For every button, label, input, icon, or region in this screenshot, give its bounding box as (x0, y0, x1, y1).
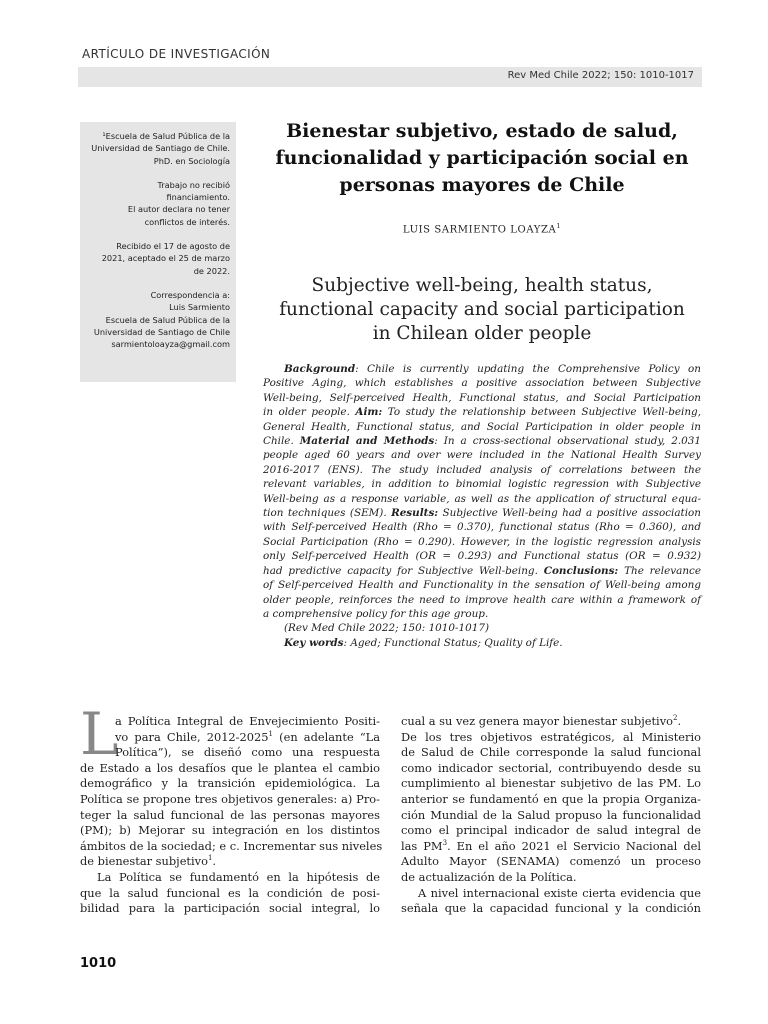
body-column-right (401, 714, 701, 917)
body-line: señala que la capacidad funcional y la condición (401, 901, 701, 916)
body-line: como indicador sectorial, contribuyendo desde su (401, 760, 701, 775)
body-line: a Política Integral de Envejecimiento Positi- (115, 714, 380, 728)
abstract-text: Chile. (263, 435, 300, 448)
abstract-text: in older people. (263, 406, 356, 419)
correspondence-line: Correspondencia a: (150, 289, 230, 300)
body-text: . (677, 714, 682, 728)
body-column-left (80, 714, 383, 917)
correspondence-line: Luis Sarmiento (169, 302, 230, 313)
dates-line: de 2022. (193, 265, 230, 276)
funding-line: financiamiento. (166, 192, 230, 203)
abstract-line (263, 362, 701, 376)
abstract (263, 362, 701, 650)
title-line: Bienestar subjetivo, estado de salud, (286, 120, 678, 142)
funding-line: El autor declara no tener (127, 204, 230, 215)
body-text: . (212, 854, 217, 869)
affiliation-line: PhD. en Sociología (153, 155, 230, 166)
body-text: de bienestar subjetivo (80, 854, 208, 869)
body-line: de Estado a los desafíos que le plantea el cambio (80, 760, 380, 775)
drop-cap: L (80, 700, 119, 768)
funding-note (86, 179, 230, 228)
abstract-line (263, 434, 701, 448)
abstract-line: Social Participation (Rho = 0.290). However, in the logistic regression analysis (263, 535, 701, 548)
title-english (262, 274, 702, 346)
correspondence-line: Universidad de Santiago de Chile (93, 326, 230, 337)
abstract-line: Well-being, Self-perceived Health, Functional status, and Social Participation (263, 391, 701, 404)
abstract-line: older people, reinforces the need to improve health care within a framework of (263, 593, 701, 606)
title-line: funcionalidad y participación social en (275, 147, 689, 169)
author (262, 222, 702, 235)
body-line: ámbitos de la sociedad; e c. Incrementar sus niveles (80, 838, 383, 853)
reference-mark: 3 (442, 838, 448, 847)
body-line: que la salud funcional es la condición de posi- (80, 885, 380, 900)
title-line: functional capacity and social participation (279, 299, 685, 320)
dates-line: 2021, aceptado el 25 de marzo (101, 253, 230, 264)
correspondence (86, 289, 230, 350)
body-line (401, 714, 701, 730)
body-line: Política se propone tres objetivos generales: a) Pro- (80, 791, 380, 806)
body-text: . En el año 2021 el Servicio Nacional del (447, 838, 701, 853)
body-text: vo para Chile, 2012-2025 (115, 729, 269, 744)
abstract-line: with Self-perceived Health (Rho = 0.370), functional status (Rho = 0.360), and (263, 521, 701, 534)
abstract-line: General Health, Functional status, and Social Participation in older people in (263, 420, 701, 433)
abstract-text: had predictive capacity for Subjective Well-being. (263, 564, 544, 577)
funding-line: Trabajo no recibió (157, 179, 230, 190)
reference-mark: 1 (207, 854, 213, 863)
body-line: como el principal indicador de salud integral de (401, 823, 701, 838)
dates-line: Recibido el 17 de agosto de (116, 241, 230, 252)
keywords (263, 636, 701, 650)
abstract-text: The relevance (618, 564, 701, 577)
abstract-label: Conclusions: (543, 564, 619, 577)
page-number: 1010 (80, 956, 117, 971)
body-line (80, 730, 380, 746)
body-line (80, 854, 380, 870)
affiliation-line: ¹Escuela de Salud Pública de la (102, 131, 230, 141)
abstract-text: : In a cross-sectional observational study, 2.031 (434, 435, 701, 448)
correspondence-line: Escuela de Salud Pública de la (105, 314, 230, 325)
body-line: teger la salud funcional de las personas mayores (80, 807, 380, 822)
author-name: LUIS SARMIENTO LOAYZA (402, 224, 557, 236)
abstract-label: Aim: (355, 406, 383, 419)
funding-line: conflictos de interés. (144, 216, 230, 227)
abstract-text: : Chile is currently updating the Comprehensive Policy on (355, 363, 701, 375)
body-line: A nivel internacional existe cierta evidencia que (418, 885, 701, 900)
abstract-citation: (Rev Med Chile 2022; 150: 1010-1017) (284, 622, 490, 635)
body-line (401, 839, 701, 855)
abstract-line: Positive Aging, which establishes a positive association between Subjective (263, 377, 701, 390)
abstract-line: only Self-perceived Health (OR = 0.293) and Functional status (OR = 0.932) (263, 550, 701, 563)
body-line: De los tres objetivos estratégicos, al Ministerio (401, 729, 701, 744)
body-line: bilidad para la participación social integral, lo (80, 901, 380, 916)
abstract-line: a comprehensive policy for this age group. (263, 607, 489, 620)
body-line: Política”), se diseñó como una respuesta (115, 745, 380, 760)
abstract-line (263, 506, 701, 520)
abstract-line (263, 405, 701, 419)
abstract-label: Background (284, 363, 356, 375)
abstract-line: Well-being as a response variable, as well as the application of structural equa- (263, 492, 701, 505)
journal-citation: Rev Med Chile 2022; 150: 1010-1017 (507, 70, 694, 81)
body-line: (PM); b) Mejorar su integración en los distintos (80, 823, 380, 838)
body-text: cual a su vez genera mayor bienestar subjetivo (401, 714, 673, 728)
sidebar (80, 122, 236, 382)
keywords-label: Key words (284, 636, 344, 649)
keywords-text: : Aged; Functional Status; Quality of Life. (343, 636, 563, 649)
abstract-label: Results: (391, 507, 439, 520)
abstract-line: 2016-2017 (ENS). The study included analysis of correlations between the (263, 463, 701, 476)
title-line: Subjective well-being, health status, (311, 275, 653, 296)
section-label: ARTÍCULO DE INVESTIGACIÓN (82, 47, 271, 61)
abstract-line: relevant variables, in addition to binomial logistic regression with Subjective (263, 478, 701, 491)
body-line: La Política se fundamentó en la hipótesis de (97, 869, 380, 884)
reference-mark: 2 (673, 714, 678, 723)
abstract-line (263, 564, 701, 578)
body-text: (en adelante “La (273, 729, 380, 744)
body-line: ción Mundial de la Salud propuso la funcionalidad (401, 807, 701, 822)
dates-note (86, 240, 230, 277)
body-text: las PM (401, 838, 443, 853)
abstract-line: people aged 60 years and over were included in the National Health Survey (263, 449, 701, 462)
body-line: cumplimiento al bienestar subjetivo de las PM. Lo (401, 776, 701, 791)
affiliation-line: Universidad de Santiago de Chile. (91, 143, 230, 154)
body-line: de actualización de la Política. (401, 869, 577, 884)
reference-mark: 1 (268, 729, 273, 738)
author-affiliation-mark: 1 (556, 222, 562, 230)
abstract-line: of Self-perceived Health and Functionality in the sensation of Well-being among (263, 579, 701, 592)
body-line: Adulto Mayor (SENAMA) comenzó un proceso (401, 854, 701, 869)
abstract-label: Material and Methods (299, 435, 435, 448)
title-line: in Chilean older people (372, 323, 592, 344)
affiliation (86, 130, 230, 167)
email-link[interactable]: sarmientoloayza@gmail.com (111, 339, 230, 350)
body-line: demográfico y la transición epidemiológica. La (80, 776, 380, 791)
header-bar (78, 67, 702, 87)
abstract-text: To study the relationship between Subjective Well-being, (382, 406, 701, 419)
abstract-text: tion techniques (SEM). (263, 507, 392, 520)
abstract-text: Subjective Well-being had a positive association (438, 507, 701, 520)
body-line: anterior se fundamentó en que la propia Organiza- (401, 791, 701, 806)
title-line: personas mayores de Chile (339, 174, 625, 196)
body-line: de Salud de Chile corresponde la salud funcional (401, 745, 701, 760)
title-spanish (262, 118, 702, 199)
